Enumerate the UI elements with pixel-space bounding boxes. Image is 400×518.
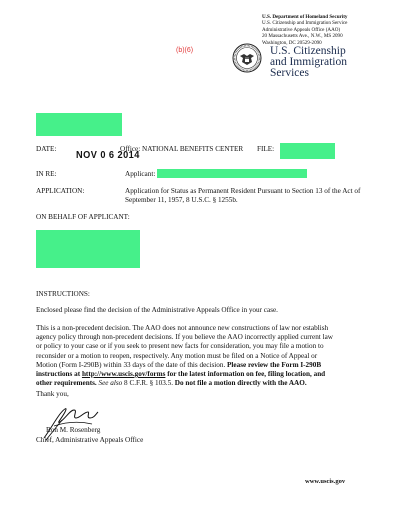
application-text-1: Application for Status as Permanent Resident Pursuant to Section 13 of the Act of — [125, 187, 361, 195]
para-non-precedent — [36, 324, 366, 388]
para-line: This is a non-precedent decision. The AAO does not announce new constructions of law nor establish — [36, 324, 329, 332]
para-line — [36, 361, 366, 370]
uscis-brand — [270, 46, 347, 79]
dept-name: U.S. Department of Homeland Security — [262, 14, 348, 20]
in-re-label: IN RE: — [36, 170, 57, 178]
footer-url[interactable]: www.uscis.gov — [305, 478, 346, 485]
address-line: Administrative Appeals Office (AAO) — [262, 26, 341, 33]
address-line: 20 Massachusetts Ave., N.W., MS 2090 — [262, 33, 343, 40]
para-enclosed: Enclosed please find the decision of the Administrative Appeals Office in your case. — [36, 306, 278, 314]
instructions-label: INSTRUCTIONS: — [36, 290, 90, 298]
behalf-label: ON BEHALF OF APPLICANT: — [36, 213, 130, 221]
redaction-file — [280, 143, 335, 159]
date-stamp: NOV 0 6 2014 — [76, 150, 140, 161]
para-line — [36, 379, 366, 388]
date-label: DATE: — [36, 145, 57, 153]
cfr-cite: 8 C.F.R. § 103.5. — [124, 379, 173, 388]
brand-line: Services — [270, 67, 309, 79]
see-also: See also — [98, 379, 123, 388]
para-line: or policy to your case or if you seek to present new facts for consideration, you may file a motion to — [36, 342, 324, 351]
signer-name: Ron M. Rosenberg — [46, 426, 101, 434]
redaction-representative — [36, 230, 140, 268]
para-bold: other requirements. — [36, 379, 97, 388]
forms-link[interactable]: http://www.uscis.gov/forms — [81, 370, 166, 379]
para-bold: Do not file a motion directly with the AAO. — [174, 379, 307, 388]
application-label: APPLICATION: — [36, 187, 85, 195]
address-line: U.S. Citizenship and Immigration Service — [262, 20, 348, 27]
signer-title: Chief, Administrative Appeals Office — [36, 436, 144, 444]
redaction-code: (b)(6) — [176, 47, 194, 54]
para-line — [36, 370, 366, 379]
para-bold: Please review the Form I-290B — [227, 360, 322, 369]
redaction-addressee — [36, 113, 122, 136]
file-label: FILE: — [257, 145, 275, 153]
applicant-label: Applicant: — [125, 170, 156, 178]
para-line: agency policy through non-precedent decisions. If you believe the AAO incorrectly applied current law — [36, 333, 333, 342]
para-bold: for the latest information on fee, filing location, and — [167, 370, 326, 379]
office-label: Office: NATIONAL BENEFITS CENTER — [120, 145, 244, 153]
redaction-applicant — [157, 169, 307, 178]
para-text: Motion (Form I-290B) within 33 days of the date of this decision. — [36, 360, 226, 369]
address-line: Washington, DC 20529-2090 — [262, 39, 322, 46]
agency-address — [262, 14, 394, 46]
brand-line: U.S. Citizenship — [270, 45, 346, 57]
brand-line: and Immigration — [270, 56, 347, 68]
para-bold: instructions at — [36, 370, 81, 379]
dhs-seal-icon — [232, 43, 262, 73]
application-text-2: September 11, 1957, 8 U.S.C. § 1255b. — [125, 196, 238, 204]
thank-you: Thank you, — [36, 390, 69, 398]
para-line: reconsider or a motion to reopen, respectively. Any motion must be filed on a Notice of Appeal or — [36, 351, 318, 360]
